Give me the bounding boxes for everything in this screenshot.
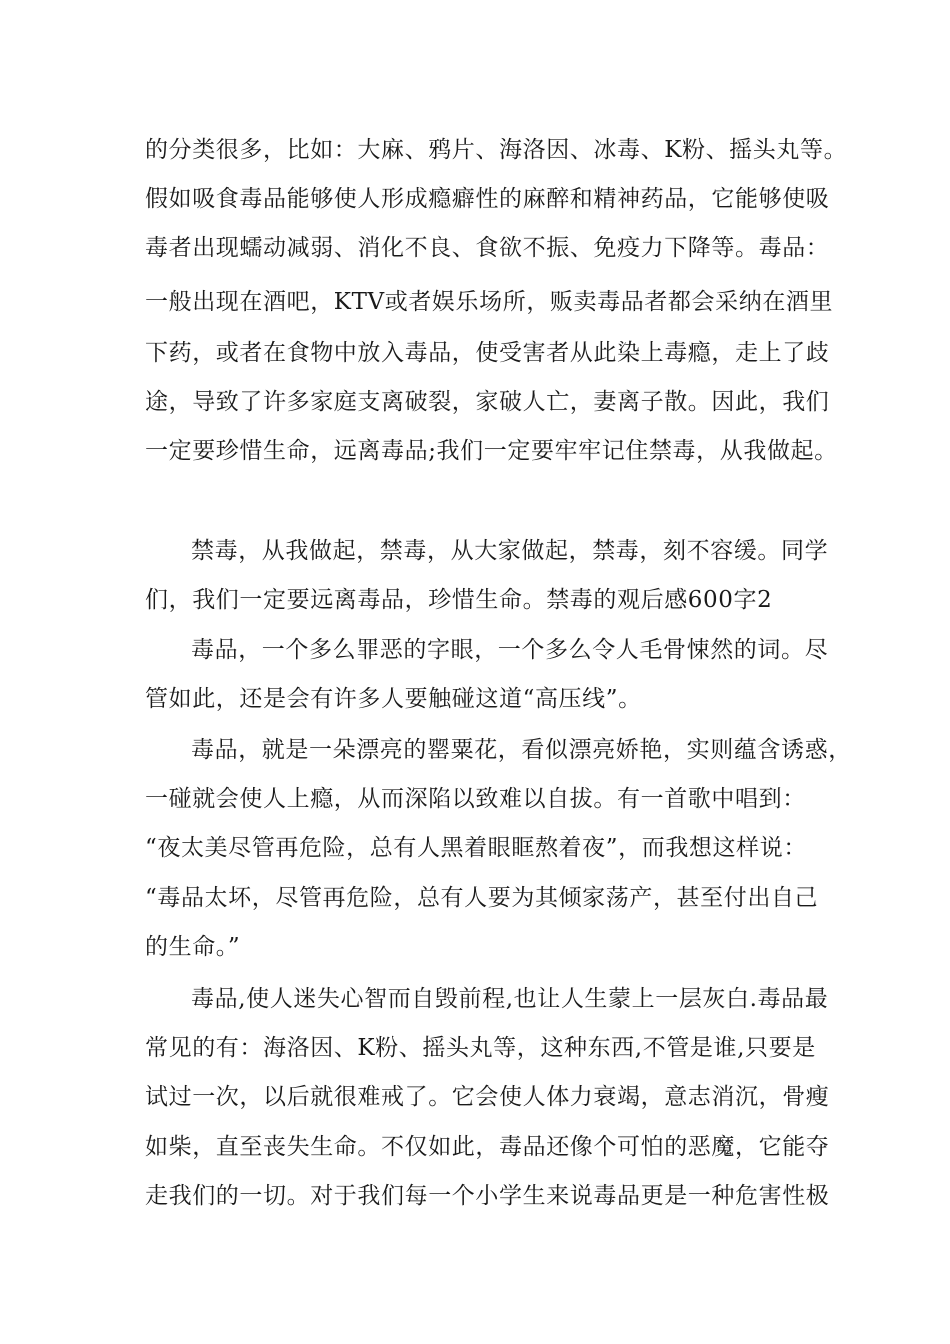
text-line-11: 管如此，还是会有许多人要触碰这道“高压线”。 [145,686,642,712]
text-line-17: 毒品,使人迷失心智而自毁前程,也让人生蒙上一层灰白.毒品最 [191,986,829,1012]
text-line-7: 一定要珍惜生命，远离毒品;我们一定要牢牢记住禁毒，从我做起。 [145,438,838,464]
text-line-19: 试过一次，以后就很难戒了。它会使人体力衰竭，意志消沉，骨瘦 [145,1084,830,1110]
text-line-10: 毒品，一个多么罪恶的字眼，一个多么令人毛骨悚然的词。尽 [191,637,829,663]
text-line-6: 途，导致了许多家庭支离破裂，家破人亡，妻离子散。因此，我们 [145,389,830,415]
text-line-9: 们，我们一定要远离毒品，珍惜生命。禁毒的观后感600字2 [145,587,773,613]
text-line-12: 毒品，就是一朵漂亮的罂粟花，看似漂亮娇艳，实则蕴含诱惑， [191,737,852,763]
text-line-13: 一碰就会使人上瘾，从而深陷以致难以自拔。有一首歌中唱到： [145,786,806,812]
text-line-8: 禁毒，从我做起，禁毒，从大家做起，禁毒，刻不容缓。同学 [191,538,829,564]
text-line-14: “夜太美尽管再危险，总有人黑着眼眶熬着夜”，而我想这样说： [145,835,807,861]
text-line-15: “毒品太坏，尽管再危险，总有人要为其倾家荡产，甚至付出自己 [145,885,819,911]
text-line-5: 下药，或者在食物中放入毒品，使受害者从此染上毒瘾，走上了歧 [145,340,830,366]
text-line-3: 毒者出现蠕动减弱、消化不良、食欲不振、免疫力下降等。毒品： [145,235,830,261]
text-line-20: 如柴，直至丧失生命。不仅如此，毒品还像个可怕的恶魔，它能夺 [145,1134,830,1160]
text-line-18: 常见的有：海洛因、K粉、摇头丸等，这种东西,不管是谁,只要是 [145,1035,816,1061]
text-line-1: 的分类很多，比如：大麻、鸦片、海洛因、冰毒、K粉、摇头丸等。 [145,137,848,163]
text-line-4: 一般出现在酒吧，KTV或者娱乐场所，贩卖毒品者都会采纳在酒里 [145,289,834,315]
text-line-16: 的生命。” [145,934,241,960]
text-line-21: 走我们的一切。对于我们每一个小学生来说毒品更是一种危害性极 [145,1183,830,1209]
text-line-2: 假如吸食毒品能够使人形成瘾癖性的麻醉和精神药品，它能够使吸 [145,186,830,212]
